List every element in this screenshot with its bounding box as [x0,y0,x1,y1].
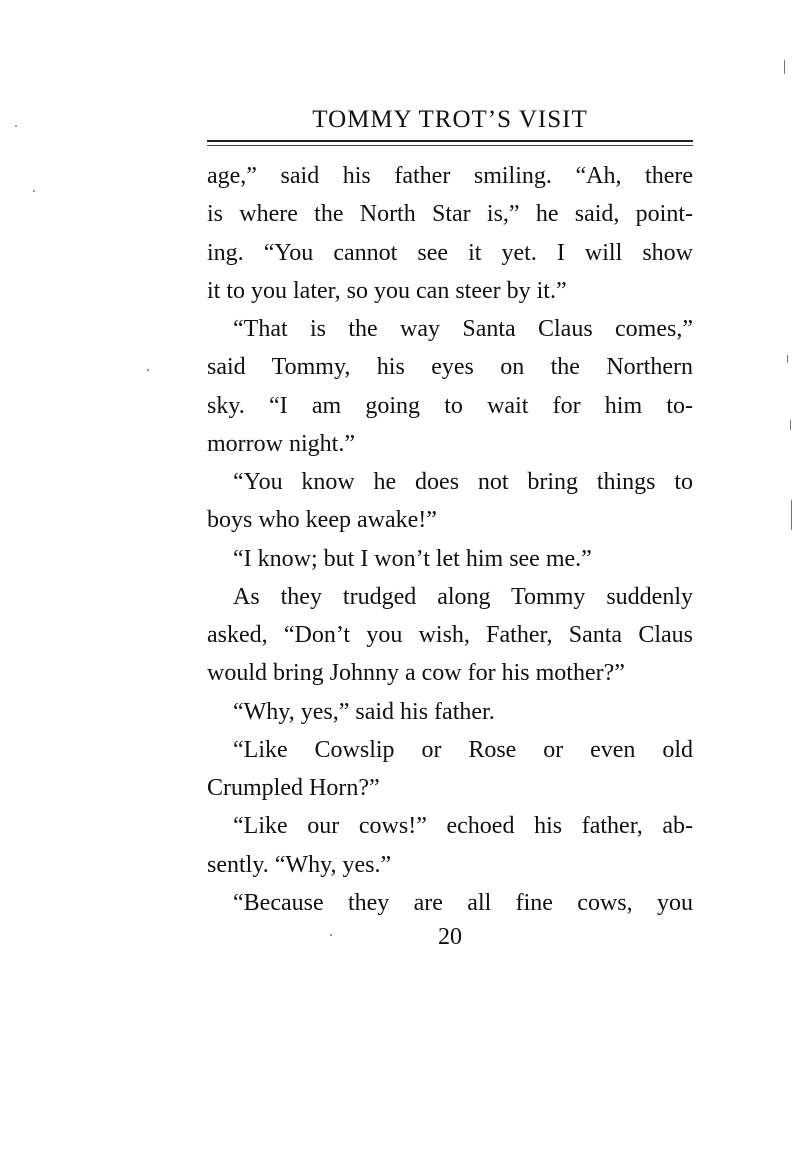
text-line: boys who keep awake!” [207,507,437,534]
header-rule-thin [207,145,693,146]
text-line: “Like our cows!” echoed his father, ab- [233,813,693,840]
scan-speck [784,60,785,74]
text-line: ing. “You cannot see it yet. I will show [207,239,693,266]
scan-speck [15,125,17,127]
text-line: said Tommy, his eyes on the Northern [207,354,693,381]
text-line: “Why, yes,” said his father. [233,698,495,725]
running-head: TOMMY TROT’S VISIT [312,106,588,133]
scan-speck [791,500,792,530]
text-line: As they trudged along Tommy suddenly [233,583,693,610]
scan-speck [790,420,791,430]
text-line: morrow night.” [207,430,355,457]
text-line: “That is the way Santa Claus comes,” [233,316,693,342]
text-line: sky. “I am going to wait for him to- [207,392,693,419]
scan-speck [33,190,35,192]
text-line: is where the North Star is,” he said, point- [207,201,693,228]
scan-speck [787,355,788,363]
text-line: asked, “Don’t you wish, Father, Santa Claus [207,622,693,648]
scan-speck [147,369,149,371]
header-rule-thick [207,140,693,142]
text-line: “You know he does not bring things to [233,469,693,495]
text-line: “Because they are all fine cows, you [233,889,693,916]
text-line: age,” said his father smiling. “Ah, there [207,163,693,189]
body-text [207,157,693,922]
text-line: it to you later, so you can steer by it.” [207,277,567,304]
text-line: “Like Cowslip or Rose or even old [233,736,693,763]
text-line: sently. “Why, yes.” [207,851,392,878]
text-line: Crumpled Horn?” [207,775,380,801]
scan-speck [330,934,332,936]
text-line: would bring Johnny a cow for his mother?” [207,660,625,687]
text-line: “I know; but I won’t let him see me.” [233,545,592,572]
page-number: 20 [438,924,462,950]
